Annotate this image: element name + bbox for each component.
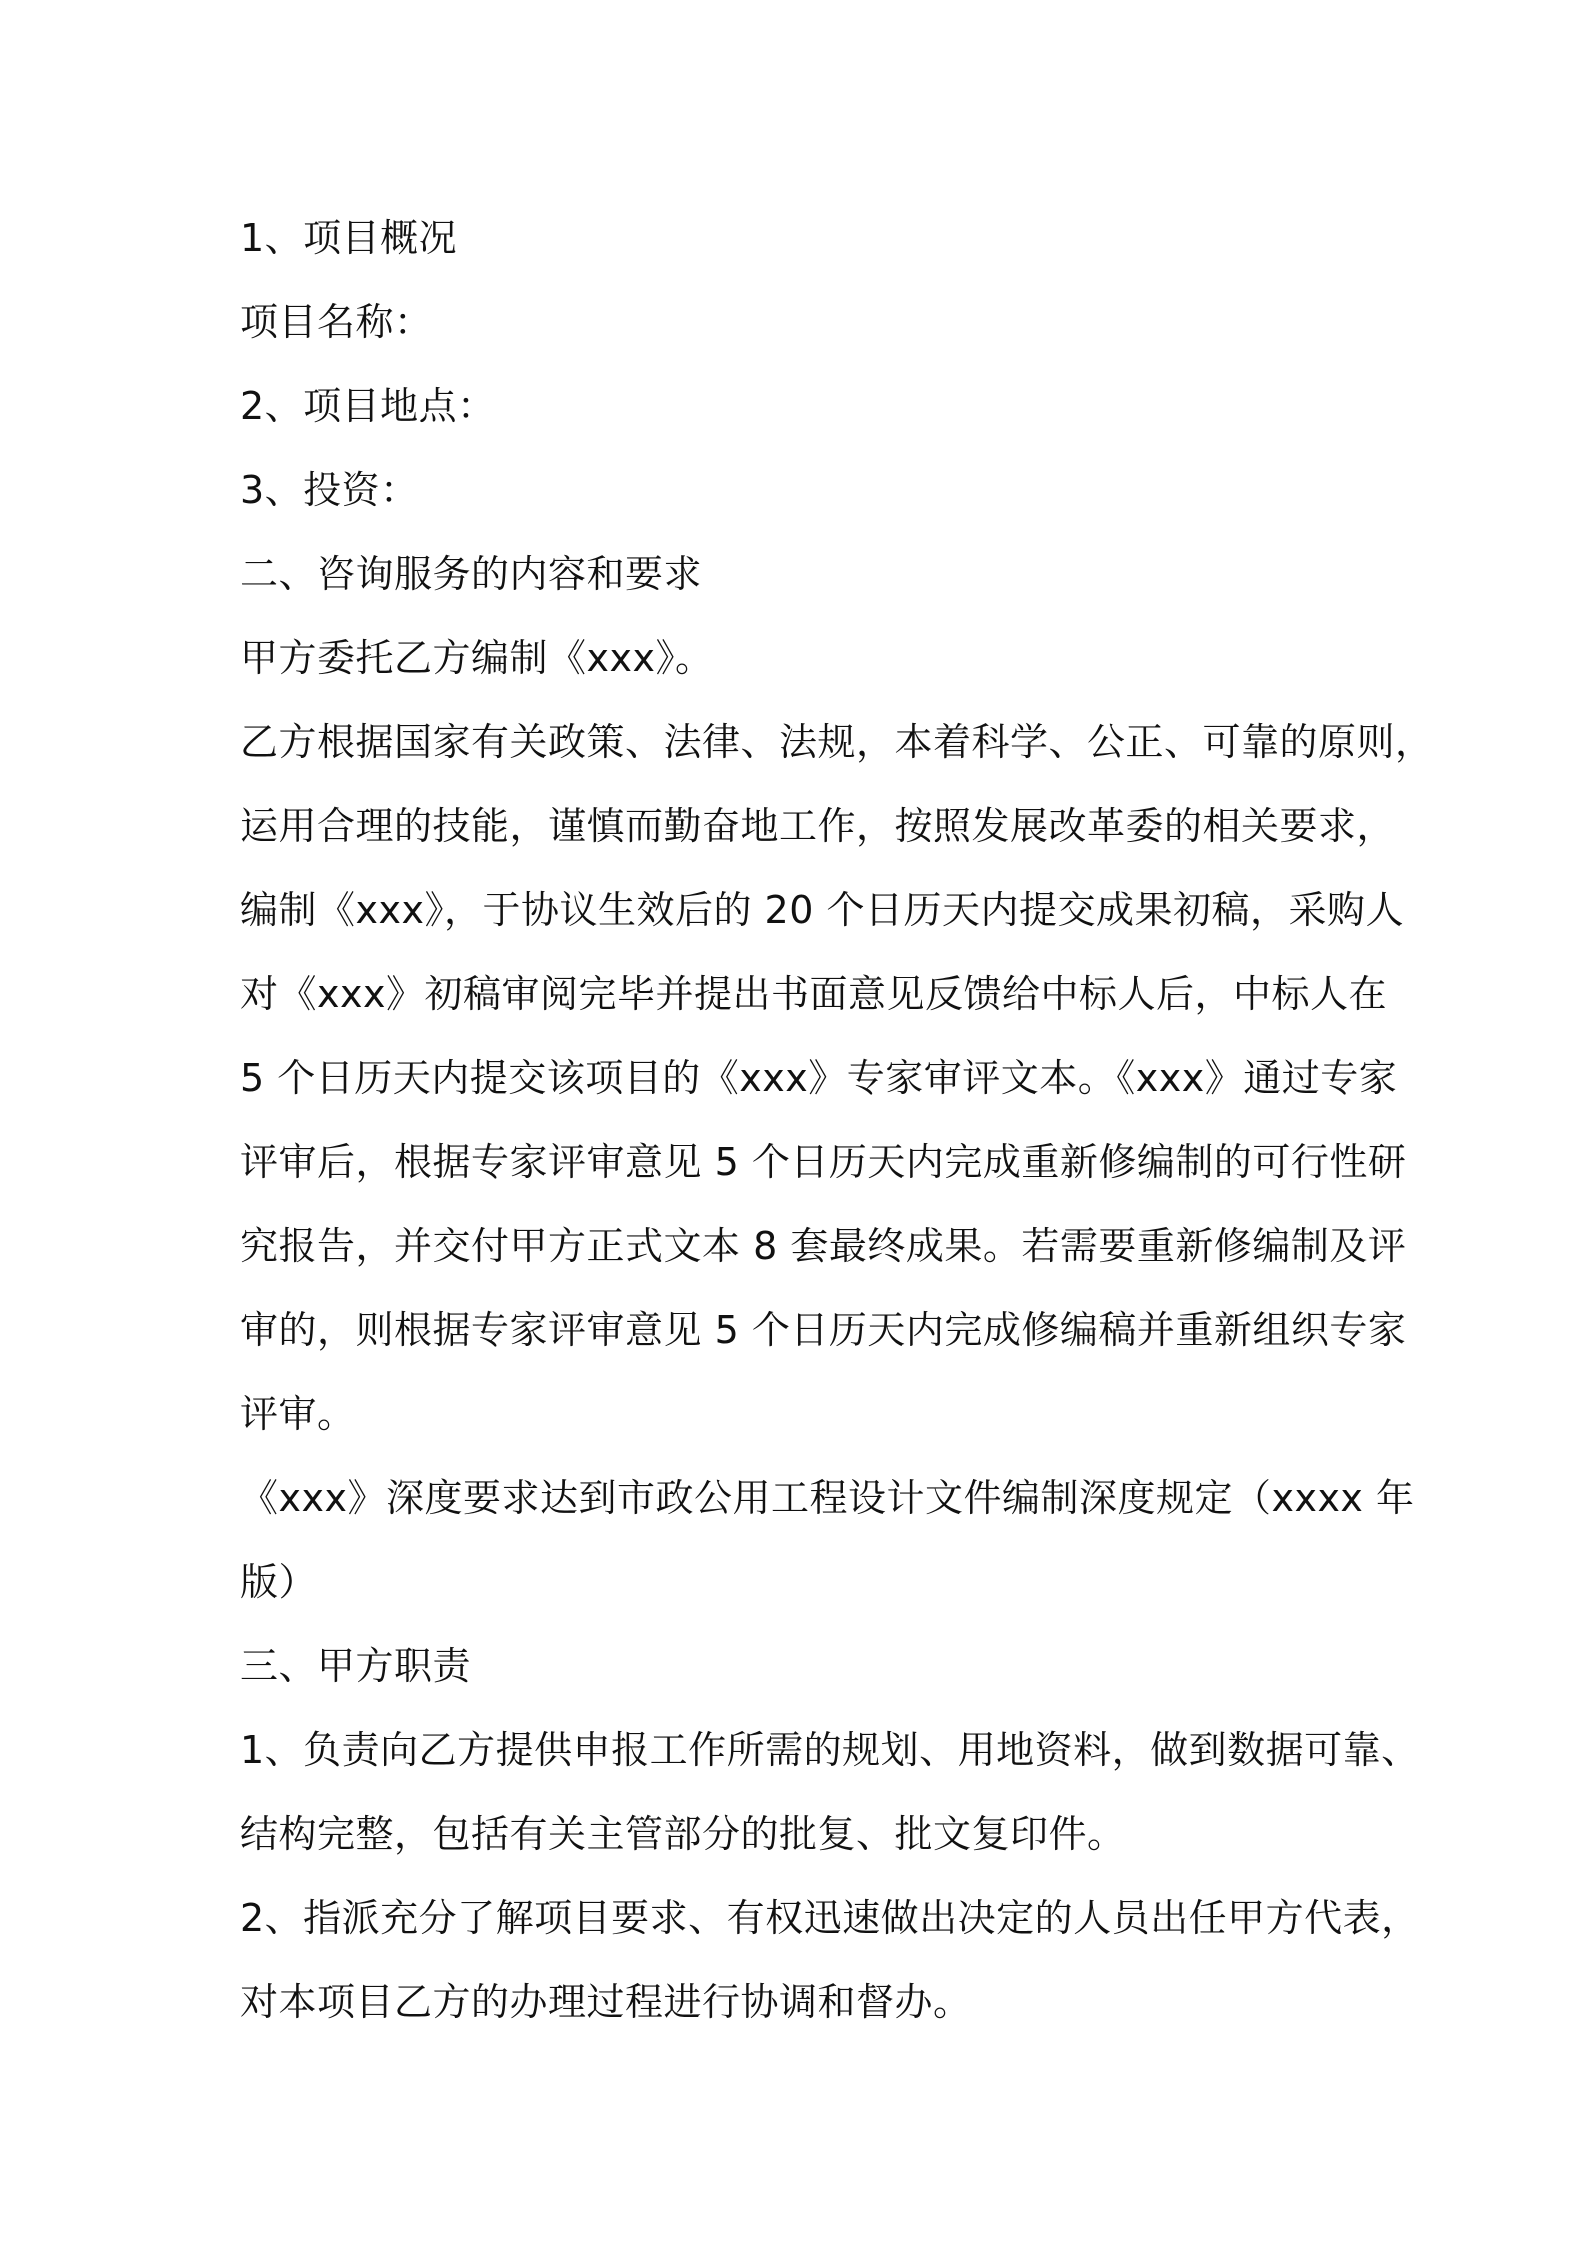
list-item-line: 结构完整，包括有关主管部分的批复、批文复印件。 [240, 1812, 1126, 1856]
paragraph-line: 《xxx》深度要求达到市政公用工程设计文件编制深度规定（xxxx 年 [240, 1476, 1415, 1520]
paragraph-line: 版） [240, 1560, 318, 1604]
section-heading-party-a-duties: 三、甲方职责 [240, 1644, 472, 1688]
paragraph-line: 乙方根据国家有关政策、法律、法规，本着科学、公正、可靠的原则， [240, 720, 1434, 764]
document-body [240, 196, 1434, 2044]
section-heading-project-overview: 1、项目概况 [240, 216, 458, 260]
project-name-field: 项目名称： [240, 300, 433, 344]
paragraph-line: 编制《xxx》，于协议生效后的 20 个日历天内提交成果初稿，采购人 [240, 888, 1404, 932]
paragraph-line: 审的，则根据专家评审意见 5 个日历天内完成修编稿并重新组织专家 [240, 1308, 1407, 1352]
paragraph-line: 甲方委托乙方编制《xxx》。 [240, 636, 714, 680]
list-item-line: 1、负责向乙方提供申报工作所需的规划、用地资料，做到数据可靠、 [240, 1728, 1420, 1772]
section-heading-consulting-services: 二、咨询服务的内容和要求 [240, 552, 703, 596]
paragraph-line: 究报告，并交付甲方正式文本 8 套最终成果。若需要重新修编制及评 [240, 1224, 1407, 1268]
paragraph-line: 5 个日历天内提交该项目的《xxx》专家审评文本。《xxx》通过专家 [240, 1056, 1398, 1100]
investment-field: 3、投资： [240, 468, 419, 512]
paragraph-line: 运用合理的技能，谨慎而勤奋地工作，按照发展改革委的相关要求， [240, 804, 1396, 848]
paragraph-line: 对《xxx》初稿审阅完毕并提出书面意见反馈给中标人后，中标人在 [240, 972, 1387, 1016]
paragraph-line: 评审。 [240, 1392, 356, 1436]
paragraph-line: 评审后，根据专家评审意见 5 个日历天内完成重新修编制的可行性研 [240, 1140, 1407, 1184]
list-item-line: 对本项目乙方的办理过程进行协调和督办。 [240, 1980, 972, 2024]
list-item-line: 2、指派充分了解项目要求、有权迅速做出决定的人员出任甲方代表， [240, 1896, 1420, 1940]
project-location-field: 2、项目地点： [240, 384, 496, 428]
